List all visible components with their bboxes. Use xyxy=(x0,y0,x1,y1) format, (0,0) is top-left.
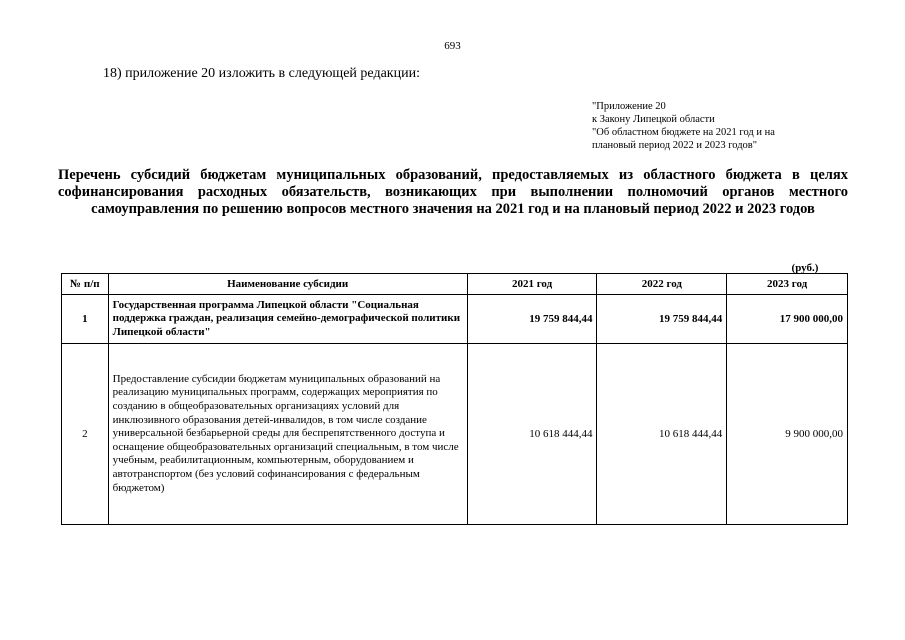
row-amount-2021: 19 759 844,44 xyxy=(467,295,597,344)
row-amount-2023: 17 900 000,00 xyxy=(727,295,848,344)
document-title: Перечень субсидий бюджетам муниципальных образований, предоставляемых из областного бюджета в целях софинансирования расходных обязательств, возникающих при выполнении полномочий органов местного самоуправления по решению вопросов местного значения на 2021 год и на плановый период 2022 и 2023 годов xyxy=(58,167,848,217)
header-2021: 2021 год xyxy=(467,274,597,295)
appendix-ref-line-4: плановый период 2022 и 2023 годов" xyxy=(592,140,758,151)
row-num: 1 xyxy=(62,295,109,344)
appendix-reference xyxy=(592,100,852,152)
appendix-ref-line-1: "Приложение 20 xyxy=(592,101,666,112)
header-name: Наименование субсидии xyxy=(108,274,467,295)
row-amount-2021: 10 618 444,44 xyxy=(467,344,597,525)
row-amount-2023: 9 900 000,00 xyxy=(727,344,848,525)
table-row xyxy=(62,344,848,525)
header-num: № п/п xyxy=(62,274,109,295)
row-amount-2022: 10 618 444,44 xyxy=(597,344,727,525)
header-2023: 2023 год xyxy=(727,274,848,295)
row-num: 2 xyxy=(62,344,109,525)
table-header-row xyxy=(62,274,848,295)
subsidies-table xyxy=(61,273,848,525)
appendix-ref-line-2: к Закону Липецкой области xyxy=(592,114,715,125)
intro-text: 18) приложение 20 изложить в следующей редакции: xyxy=(103,66,420,81)
header-2022: 2022 год xyxy=(597,274,727,295)
currency-unit-label: (руб.) xyxy=(791,262,819,274)
row-amount-2022: 19 759 844,44 xyxy=(597,295,727,344)
table-row xyxy=(62,295,848,344)
row-subsidy-name: Предоставление субсидии бюджетам муниципальных образований на реализацию муниципальных программ, содержащих мероприятия по созданию в общеобразовательных организациях условий для инклюзивного образования детей-инвалидов, в том числе создание универсальной безбарьерной среды для беспрепятственного доступа и оснащение общеобразовательных организаций специальным, в том числе учебным, реабилитационным, компьютерным, оборудованием и автотранспортом (без условий софинансирования с федеральным бюджетом) xyxy=(108,344,467,525)
appendix-ref-line-3: "Об областном бюджете на 2021 год и на xyxy=(592,127,775,138)
page-number: 693 xyxy=(444,40,461,52)
row-subsidy-name: Государственная программа Липецкой области "Социальная поддержка граждан, реализация семейно-демографической политики Липецкой области" xyxy=(108,295,467,344)
